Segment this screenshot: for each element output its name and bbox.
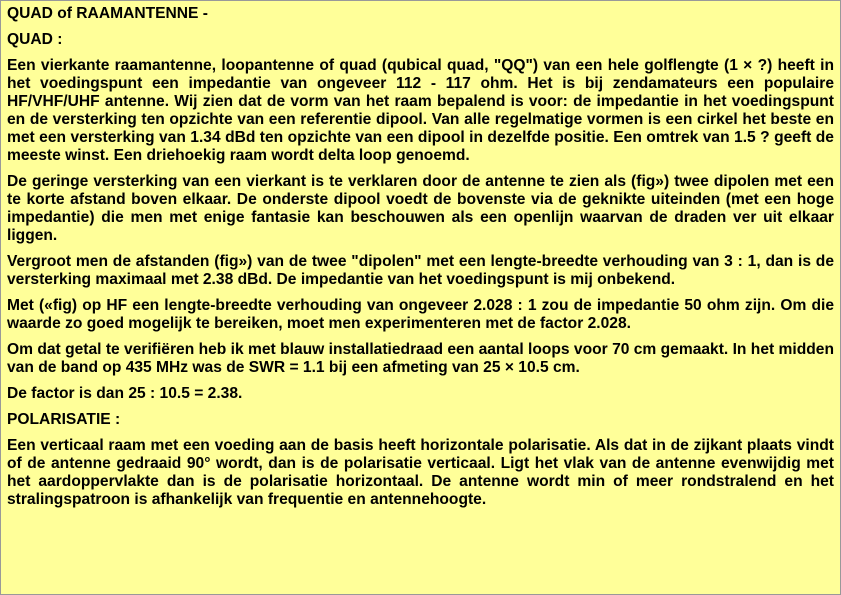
page-title: QUAD of RAAMANTENNE -: [7, 5, 208, 22]
paragraph-quad-verification: Om dat getal te verifiëren heb ik met blauw installatiedraad een aantal loops voor 70 cm gemaakt. In het midden van de band op 435 MHz was de SWR = 1.1 bij een afmeting van 25 × 10.5 cm.: [7, 341, 834, 376]
paragraph-quad-impedance: Met («fig) op HF een lengte-breedte verhouding van ongeveer 2.028 : 1 zou de impedantie 50 ohm zijn. Om die waarde zo goed mogelijk te bereiken, moet men experimenteren met de factor 2.028.: [7, 297, 834, 332]
paragraph-quad-gain: De geringe versterking van een vierkant is te verklaren door de antenne te zien als (fig») twee dipolen met een te korte afstand boven elkaar. De onderste dipool voedt de bovenste via de geknikte uiteinden (met een hoge impedantie) die men met enige fantasie kan beschouwen als een openlijn waarvan de draden ver uit elkaar liggen.: [7, 173, 834, 244]
section-heading-quad: QUAD :: [7, 31, 63, 48]
paragraph-quad-intro: Een vierkante raamantenne, loopantenne of quad (qubical quad, "QQ") van een hele golflengte (1 × ?) heeft in het voedingspunt een impedantie van ongeveer 112 - 117 ohm. Het is bij zendamateurs een populaire HF/VHF/UHF antenne. Wij zien dat de vorm van het raam bepalend is voor: de impedantie in het voedingspunt en de versterking ten opzichte van een referentie dipool. Van alle regelmatige vormen is een cirkel het beste en met een versterking van 1.34 dBd ten opzichte van een dipool in dezelfde positie. Een omtrek van 1.5 ? geeft de meeste winst. Een driehoekig raam wordt delta loop genoemd.: [7, 57, 834, 164]
paragraph-quad-ratio: Vergroot men de afstanden (fig») van de twee "dipolen" met een lengte-breedte verhouding van 3 : 1, dan is de versterking maximaal met 2.38 dBd. De impedantie van het voedingspunt is mij onbekend.: [7, 253, 834, 288]
section-heading-polarisatie: POLARISATIE :: [7, 411, 121, 428]
paragraph-polarisatie: Een verticaal raam met een voeding aan de basis heeft horizontale polarisatie. Als dat in de zijkant plaats vindt of de antenne gedraaid 90° wordt, dan is de polarisatie verticaal. Ligt het vlak van de antenne evenwijdig met het aardoppervlakte dan is de polarisatie horizontaal. De antenne wordt min of meer rondstralend en het stralingspatroon is afhankelijk van frequentie en antennehoogte.: [7, 437, 834, 508]
paragraph-quad-factor: De factor is dan 25 : 10.5 = 2.38.: [7, 385, 243, 402]
